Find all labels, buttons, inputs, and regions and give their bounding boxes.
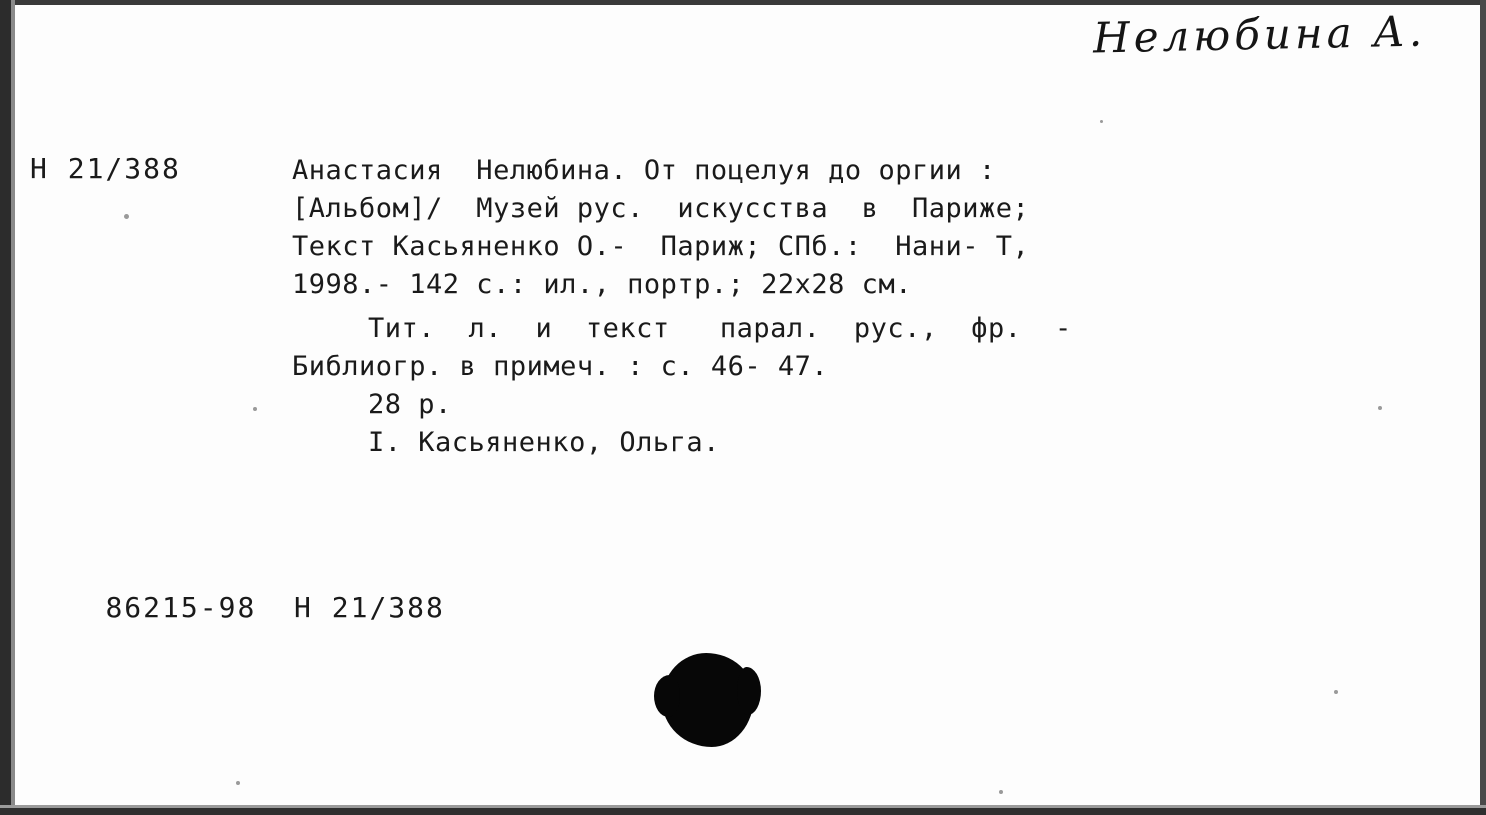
footer-call-number: Н 21/388 — [294, 591, 445, 624]
added-entry-line: I. Касьяненко, Ольга. — [368, 427, 720, 458]
record-line: 1998.- 142 с.: ил., портр.; 22х28 см. — [292, 269, 912, 300]
scan-speck — [124, 214, 129, 219]
scan-speck — [253, 407, 257, 411]
scan-edge-right — [1480, 0, 1486, 815]
bibliographic-record — [292, 152, 1442, 462]
record-line: Текст Касьяненко О.- Париж; СПб.: Нани- Т, — [292, 231, 1030, 262]
scan-speck — [1334, 690, 1338, 694]
scan-edge-bottom — [0, 808, 1486, 815]
record-line: [Альбом]/ Музей рус. искусства в Париже; — [292, 193, 1030, 224]
scan-edge-top — [0, 0, 1486, 5]
ink-blot-icon — [662, 653, 754, 747]
footer-spacer — [256, 591, 294, 624]
record-line: Анастасия Нелюбина. От поцелуя до оргии : — [292, 155, 996, 186]
handwritten-author-header: Нелюбина А. — [1092, 6, 1427, 63]
scan-speck — [1378, 406, 1382, 410]
call-number: Н 21/388 — [30, 152, 181, 185]
footer-accession — [30, 558, 445, 657]
accession-number: 86215-98 — [105, 591, 257, 624]
scan-edge-left — [0, 0, 11, 815]
scan-speck — [999, 790, 1003, 794]
price-line: 28 р. — [368, 389, 452, 420]
scan-speck — [1100, 120, 1103, 123]
scan-edge-left-inner — [11, 0, 15, 815]
scan-speck — [236, 781, 240, 785]
note-line: Тит. л. и текст парал. рус., фр. - — [368, 313, 1072, 344]
note-line: Библиогр. в примеч. : с. 46- 47. — [292, 351, 829, 382]
